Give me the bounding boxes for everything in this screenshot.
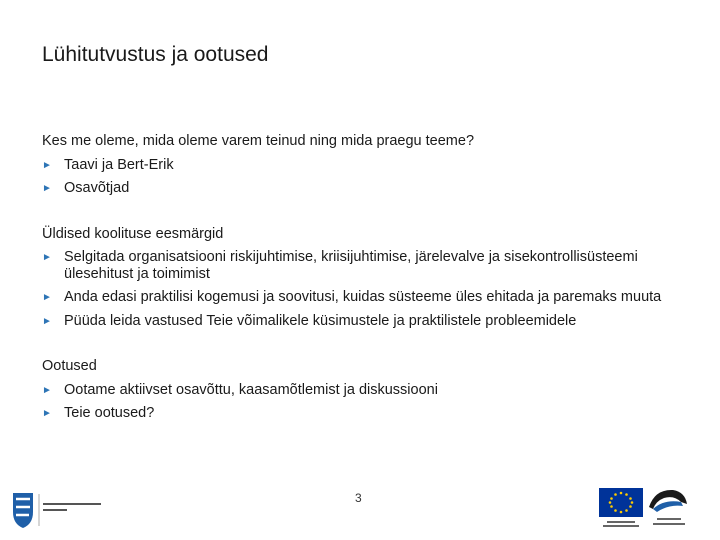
list-item: ► Teie ootused? xyxy=(42,402,692,426)
section-expectations xyxy=(42,355,692,426)
list-item: ► Selgitada organisatsiooni riskijuhtimise, kriisijuhtimise, järelevalve ja sisekontrollisüsteemi ülesehitust ja toimimist xyxy=(42,246,692,286)
list-item: ► Püüda leida vastused Teie võimalikele küsimustele ja praktilistele probleemidele xyxy=(42,310,692,334)
list-item: ► Ootame aktiivset osavõttu, kaasamõtlemist ja diskussiooni xyxy=(42,379,692,403)
agency-logo xyxy=(10,490,110,530)
triangle-bullet-icon: ► xyxy=(42,408,52,419)
coat-of-arms-icon xyxy=(10,490,110,530)
eu-funding-logos xyxy=(597,485,692,530)
triangle-bullet-icon: ► xyxy=(42,384,52,396)
section-heading: Üldised koolituse eesmärgid xyxy=(42,225,224,242)
slide-title: Lühitutvustus ja ootused xyxy=(42,43,269,66)
list-item: ► Taavi ja Bert-Erik xyxy=(42,154,692,178)
triangle-bullet-icon: ► xyxy=(42,315,52,327)
triangle-bullet-icon: ► xyxy=(42,252,52,263)
triangle-bullet-icon: ► xyxy=(42,159,52,171)
list-item: ► Anda edasi praktilisi kogemusi ja soovitusi, kuidas süsteeme üles ehitada ja paremaks muuta xyxy=(42,286,692,310)
section-goals xyxy=(42,223,692,334)
section-heading: Kes me oleme, mida oleme varem teinud ning mida praegu teeme? xyxy=(42,133,475,149)
list-item: ► Osavõtjad xyxy=(42,177,692,201)
eu-flag-icon xyxy=(597,485,692,530)
section-heading: Ootused xyxy=(42,358,97,374)
section-intro xyxy=(42,130,692,201)
page-number: 3 xyxy=(355,491,362,505)
triangle-bullet-icon: ► xyxy=(42,183,52,194)
triangle-bullet-icon: ► xyxy=(42,292,52,303)
slide-content xyxy=(42,130,692,448)
